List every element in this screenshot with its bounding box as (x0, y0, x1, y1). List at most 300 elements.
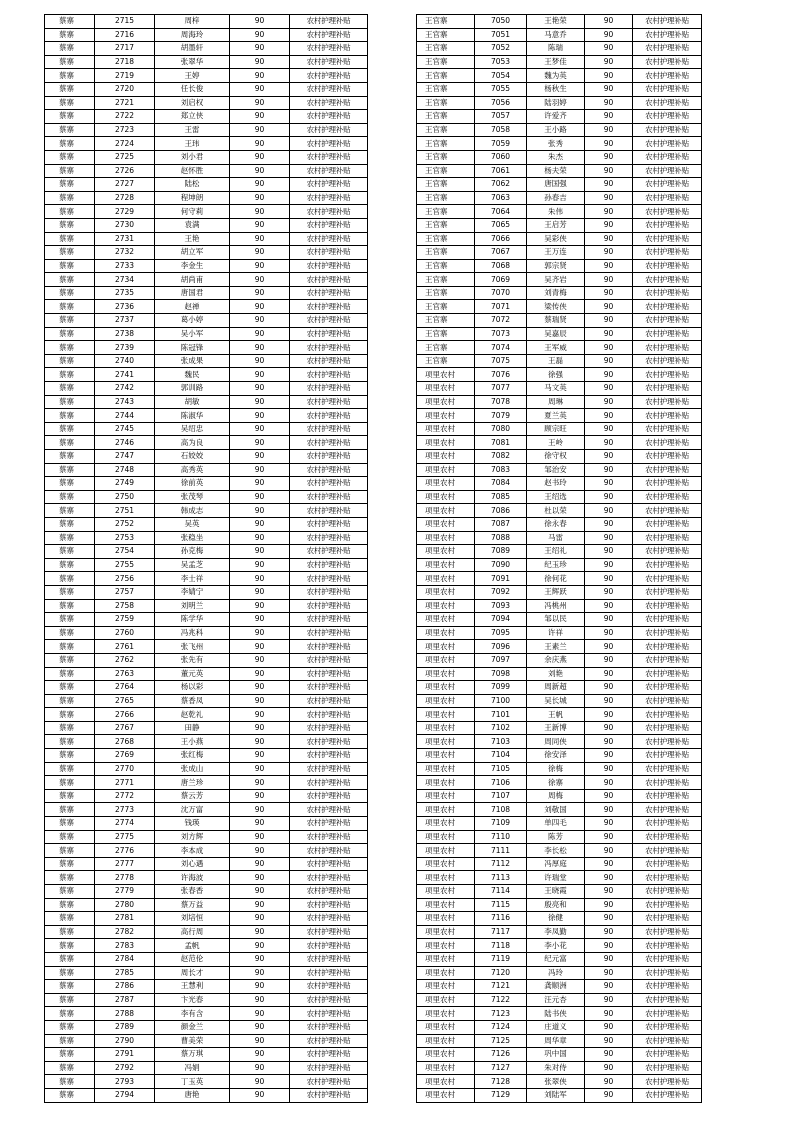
subsidy-type-cell: 农村护理补贴 (290, 354, 368, 368)
serial-number-cell: 2794 (95, 1088, 155, 1102)
village-cell: 蔡寨 (45, 477, 95, 491)
table-row (45, 42, 368, 56)
amount-cell: 90 (230, 708, 290, 722)
table-row (417, 96, 702, 110)
name-cell: 王启芳 (527, 218, 585, 232)
village-cell: 项里农村 (417, 450, 475, 464)
subsidy-type-cell: 农村护理补贴 (633, 504, 702, 518)
village-cell: 蔡寨 (45, 96, 95, 110)
serial-number-cell: 2773 (95, 803, 155, 817)
serial-number-cell: 2723 (95, 123, 155, 137)
subsidy-type-cell: 农村护理补贴 (633, 110, 702, 124)
village-cell: 项里农村 (417, 1007, 475, 1021)
name-cell: 陈学华 (155, 613, 230, 627)
table-row (45, 218, 368, 232)
village-cell: 蔡寨 (45, 721, 95, 735)
subsidy-type-cell: 农村护理补贴 (633, 1048, 702, 1062)
table-row (417, 817, 702, 831)
table-row (417, 966, 702, 980)
serial-number-cell: 2785 (95, 966, 155, 980)
name-cell: 周琳 (527, 395, 585, 409)
name-cell: 卞光春 (155, 993, 230, 1007)
name-cell: 赵书玲 (527, 477, 585, 491)
subsidy-type-cell: 农村护理补贴 (290, 708, 368, 722)
amount-cell: 90 (585, 82, 633, 96)
table-row (45, 1007, 368, 1021)
name-cell: 王岭 (527, 436, 585, 450)
amount-cell: 90 (230, 939, 290, 953)
amount-cell: 90 (230, 817, 290, 831)
table-row (417, 585, 702, 599)
village-cell: 项里农村 (417, 803, 475, 817)
serial-number-cell: 2783 (95, 939, 155, 953)
table-row (45, 314, 368, 328)
subsidy-type-cell: 农村护理补贴 (290, 885, 368, 899)
serial-number-cell: 2758 (95, 599, 155, 613)
table-row (417, 164, 702, 178)
table-row (417, 409, 702, 423)
village-cell: 蔡寨 (45, 436, 95, 450)
village-cell: 蔡寨 (45, 558, 95, 572)
subsidy-type-cell: 农村护理补贴 (290, 164, 368, 178)
amount-cell: 90 (585, 681, 633, 695)
amount-cell: 90 (230, 395, 290, 409)
serial-number-cell: 2736 (95, 300, 155, 314)
table-row (45, 341, 368, 355)
subsidy-type-cell: 农村护理补贴 (633, 422, 702, 436)
amount-cell: 90 (230, 681, 290, 695)
amount-cell: 90 (230, 42, 290, 56)
subsidy-type-cell: 农村护理补贴 (633, 844, 702, 858)
village-cell: 项里农村 (417, 436, 475, 450)
village-cell: 蔡寨 (45, 15, 95, 29)
subsidy-type-cell: 农村护理补贴 (290, 341, 368, 355)
subsidy-type-cell: 农村护理补贴 (290, 422, 368, 436)
village-cell: 蔡寨 (45, 490, 95, 504)
serial-number-cell: 2764 (95, 681, 155, 695)
subsidy-type-cell: 农村护理补贴 (633, 1034, 702, 1048)
table-row (417, 939, 702, 953)
subsidy-type-cell: 农村护理补贴 (633, 667, 702, 681)
amount-cell: 90 (230, 721, 290, 735)
table-row (45, 817, 368, 831)
name-cell: 杜以荣 (527, 504, 585, 518)
left-table-body (45, 15, 368, 1103)
village-cell: 项里农村 (417, 422, 475, 436)
name-cell: 徐何花 (527, 572, 585, 586)
name-cell: 梁传侠 (527, 300, 585, 314)
serial-number-cell: 7098 (475, 667, 527, 681)
subsidy-type-cell: 农村护理补贴 (290, 382, 368, 396)
serial-number-cell: 2761 (95, 640, 155, 654)
village-cell: 项里农村 (417, 762, 475, 776)
amount-cell: 90 (585, 993, 633, 1007)
subsidy-type-cell: 农村护理补贴 (290, 1088, 368, 1102)
table-row (45, 898, 368, 912)
village-cell: 蔡寨 (45, 925, 95, 939)
village-cell: 蔡寨 (45, 803, 95, 817)
name-cell: 徐安泽 (527, 749, 585, 763)
village-cell: 项里农村 (417, 1034, 475, 1048)
table-row (417, 1034, 702, 1048)
amount-cell: 90 (585, 409, 633, 423)
subsidy-type-cell: 农村护理补贴 (290, 558, 368, 572)
subsidy-type-cell: 农村护理补贴 (290, 925, 368, 939)
serial-number-cell: 2716 (95, 28, 155, 42)
serial-number-cell: 7115 (475, 898, 527, 912)
name-cell: 徐强 (527, 368, 585, 382)
village-cell: 蔡寨 (45, 830, 95, 844)
serial-number-cell: 7104 (475, 749, 527, 763)
amount-cell: 90 (585, 368, 633, 382)
table-row (417, 123, 702, 137)
serial-number-cell: 7089 (475, 545, 527, 559)
amount-cell: 90 (585, 422, 633, 436)
table-row (45, 558, 368, 572)
village-cell: 王官寨 (417, 218, 475, 232)
serial-number-cell: 7108 (475, 803, 527, 817)
table-row (45, 436, 368, 450)
village-cell: 蔡寨 (45, 164, 95, 178)
subsidy-type-cell: 农村护理补贴 (290, 1075, 368, 1089)
village-cell: 蔡寨 (45, 1048, 95, 1062)
subsidy-type-cell: 农村护理补贴 (290, 613, 368, 627)
amount-cell: 90 (230, 545, 290, 559)
subsidy-type-cell: 农村护理补贴 (290, 1020, 368, 1034)
name-cell: 袁满 (155, 218, 230, 232)
name-cell: 刘艳 (527, 667, 585, 681)
subsidy-type-cell: 农村护理补贴 (633, 300, 702, 314)
village-cell: 项里农村 (417, 517, 475, 531)
name-cell: 马文英 (527, 382, 585, 396)
amount-cell: 90 (585, 776, 633, 790)
serial-number-cell: 7111 (475, 844, 527, 858)
table-row (45, 871, 368, 885)
table-row (417, 613, 702, 627)
table-row (45, 382, 368, 396)
serial-number-cell: 7095 (475, 626, 527, 640)
amount-cell: 90 (585, 857, 633, 871)
serial-number-cell: 2731 (95, 232, 155, 246)
serial-number-cell: 7128 (475, 1075, 527, 1089)
table-row (417, 395, 702, 409)
serial-number-cell: 7092 (475, 585, 527, 599)
name-cell: 张成山 (155, 762, 230, 776)
table-row (45, 993, 368, 1007)
name-cell: 赵怀胜 (155, 164, 230, 178)
amount-cell: 90 (230, 382, 290, 396)
table-row (417, 708, 702, 722)
table-row (45, 300, 368, 314)
village-cell: 蔡寨 (45, 137, 95, 151)
amount-cell: 90 (230, 164, 290, 178)
table-row (45, 613, 368, 627)
table-row (417, 368, 702, 382)
name-cell: 冯兆科 (155, 626, 230, 640)
serial-number-cell: 2768 (95, 735, 155, 749)
table-row (45, 776, 368, 790)
amount-cell: 90 (585, 259, 633, 273)
table-row (417, 259, 702, 273)
village-cell: 王官寨 (417, 314, 475, 328)
name-cell: 王磊 (527, 354, 585, 368)
name-cell: 李有含 (155, 1007, 230, 1021)
name-cell: 周梅 (527, 789, 585, 803)
village-cell: 蔡寨 (45, 450, 95, 464)
name-cell: 赵禅 (155, 300, 230, 314)
amount-cell: 90 (230, 150, 290, 164)
name-cell: 李凤勤 (527, 925, 585, 939)
village-cell: 王官寨 (417, 69, 475, 83)
subsidy-type-cell: 农村护理补贴 (290, 871, 368, 885)
serial-number-cell: 2751 (95, 504, 155, 518)
name-cell: 陈冠锋 (155, 341, 230, 355)
amount-cell: 90 (585, 463, 633, 477)
serial-number-cell: 2720 (95, 82, 155, 96)
subsidy-type-cell: 农村护理补贴 (290, 640, 368, 654)
subsidy-type-cell: 农村护理补贴 (633, 531, 702, 545)
amount-cell: 90 (585, 15, 633, 29)
amount-cell: 90 (230, 1020, 290, 1034)
subsidy-type-cell: 农村护理补贴 (633, 382, 702, 396)
serial-number-cell: 7093 (475, 599, 527, 613)
name-cell: 吴绍忠 (155, 422, 230, 436)
right-subsidy-table (416, 14, 702, 1103)
amount-cell: 90 (585, 1088, 633, 1102)
table-row (417, 1061, 702, 1075)
name-cell: 陆羽婷 (527, 96, 585, 110)
amount-cell: 90 (230, 436, 290, 450)
table-row (417, 885, 702, 899)
village-cell: 蔡寨 (45, 354, 95, 368)
table-row (45, 368, 368, 382)
amount-cell: 90 (585, 694, 633, 708)
amount-cell: 90 (585, 871, 633, 885)
table-row (45, 477, 368, 491)
amount-cell: 90 (230, 246, 290, 260)
serial-number-cell: 7097 (475, 653, 527, 667)
amount-cell: 90 (230, 1075, 290, 1089)
subsidy-type-cell: 农村护理补贴 (633, 898, 702, 912)
village-cell: 项里农村 (417, 1075, 475, 1089)
amount-cell: 90 (230, 952, 290, 966)
village-cell: 项里农村 (417, 382, 475, 396)
name-cell: 周海玲 (155, 28, 230, 42)
serial-number-cell: 2793 (95, 1075, 155, 1089)
name-cell: 吴孟芝 (155, 558, 230, 572)
village-cell: 王官寨 (417, 42, 475, 56)
serial-number-cell: 2745 (95, 422, 155, 436)
subsidy-type-cell: 农村护理补贴 (633, 232, 702, 246)
village-cell: 蔡寨 (45, 613, 95, 627)
name-cell: 孙春吉 (527, 191, 585, 205)
subsidy-type-cell: 农村护理补贴 (290, 517, 368, 531)
amount-cell: 90 (230, 749, 290, 763)
name-cell: 王绍选 (527, 490, 585, 504)
table-row (417, 776, 702, 790)
subsidy-type-cell: 农村护理补贴 (290, 735, 368, 749)
serial-number-cell: 7094 (475, 613, 527, 627)
serial-number-cell: 2749 (95, 477, 155, 491)
village-cell: 项里农村 (417, 1061, 475, 1075)
subsidy-type-cell: 农村护理补贴 (633, 626, 702, 640)
subsidy-type-cell: 农村护理补贴 (633, 69, 702, 83)
village-cell: 项里农村 (417, 817, 475, 831)
table-row (417, 300, 702, 314)
amount-cell: 90 (585, 164, 633, 178)
subsidy-type-cell: 农村护理补贴 (633, 96, 702, 110)
amount-cell: 90 (585, 286, 633, 300)
amount-cell: 90 (230, 341, 290, 355)
village-cell: 王官寨 (417, 55, 475, 69)
subsidy-type-cell: 农村护理补贴 (290, 314, 368, 328)
subsidy-type-cell: 农村护理补贴 (633, 980, 702, 994)
name-cell: 王婷 (155, 69, 230, 83)
name-cell: 单四毛 (527, 817, 585, 831)
amount-cell: 90 (230, 694, 290, 708)
subsidy-type-cell: 农村护理补贴 (633, 191, 702, 205)
amount-cell: 90 (585, 1075, 633, 1089)
village-cell: 王官寨 (417, 191, 475, 205)
table-row (45, 1088, 368, 1102)
amount-cell: 90 (585, 735, 633, 749)
amount-cell: 90 (230, 327, 290, 341)
village-cell: 蔡寨 (45, 531, 95, 545)
village-cell: 蔡寨 (45, 273, 95, 287)
table-row (45, 259, 368, 273)
subsidy-type-cell: 农村护理补贴 (290, 15, 368, 29)
village-cell: 蔡寨 (45, 82, 95, 96)
subsidy-type-cell: 农村护理补贴 (290, 69, 368, 83)
subsidy-type-cell: 农村护理补贴 (290, 545, 368, 559)
village-cell: 蔡寨 (45, 341, 95, 355)
name-cell: 徐健 (527, 912, 585, 926)
name-cell: 何守莉 (155, 205, 230, 219)
table-row (45, 96, 368, 110)
table-row (417, 749, 702, 763)
amount-cell: 90 (230, 762, 290, 776)
table-row (417, 871, 702, 885)
serial-number-cell: 7085 (475, 490, 527, 504)
table-row (417, 667, 702, 681)
table-row (417, 1007, 702, 1021)
village-cell: 项里农村 (417, 504, 475, 518)
serial-number-cell: 7080 (475, 422, 527, 436)
table-row (417, 477, 702, 491)
table-row (417, 993, 702, 1007)
serial-number-cell: 7120 (475, 966, 527, 980)
serial-number-cell: 2769 (95, 749, 155, 763)
village-cell: 蔡寨 (45, 694, 95, 708)
subsidy-type-cell: 农村护理补贴 (633, 776, 702, 790)
subsidy-type-cell: 农村护理补贴 (633, 259, 702, 273)
name-cell: 汪元杏 (527, 993, 585, 1007)
amount-cell: 90 (230, 368, 290, 382)
subsidy-type-cell: 农村护理补贴 (633, 286, 702, 300)
amount-cell: 90 (585, 354, 633, 368)
table-row (45, 205, 368, 219)
amount-cell: 90 (230, 857, 290, 871)
village-cell: 蔡寨 (45, 735, 95, 749)
name-cell: 蔡万琪 (155, 1048, 230, 1062)
village-cell: 王官寨 (417, 259, 475, 273)
table-row (45, 504, 368, 518)
serial-number-cell: 7079 (475, 409, 527, 423)
subsidy-type-cell: 农村护理补贴 (633, 803, 702, 817)
table-row (417, 912, 702, 926)
serial-number-cell: 2726 (95, 164, 155, 178)
amount-cell: 90 (585, 721, 633, 735)
amount-cell: 90 (230, 980, 290, 994)
name-cell: 龚顺洲 (527, 980, 585, 994)
subsidy-type-cell: 农村护理补贴 (290, 150, 368, 164)
serial-number-cell: 7117 (475, 925, 527, 939)
table-row (417, 925, 702, 939)
village-cell: 蔡寨 (45, 585, 95, 599)
village-cell: 蔡寨 (45, 912, 95, 926)
serial-number-cell: 2722 (95, 110, 155, 124)
serial-number-cell: 7054 (475, 69, 527, 83)
subsidy-type-cell: 农村护理补贴 (290, 966, 368, 980)
serial-number-cell: 2754 (95, 545, 155, 559)
name-cell: 纪玉珍 (527, 558, 585, 572)
name-cell: 王艳荣 (527, 15, 585, 29)
serial-number-cell: 7056 (475, 96, 527, 110)
village-cell: 项里农村 (417, 939, 475, 953)
village-cell: 项里农村 (417, 993, 475, 1007)
village-cell: 蔡寨 (45, 259, 95, 273)
subsidy-type-cell: 农村护理补贴 (290, 817, 368, 831)
amount-cell: 90 (230, 735, 290, 749)
serial-number-cell: 7121 (475, 980, 527, 994)
name-cell: 赵乾礼 (155, 708, 230, 722)
amount-cell: 90 (585, 42, 633, 56)
subsidy-type-cell: 农村护理补贴 (633, 15, 702, 29)
serial-number-cell: 7112 (475, 857, 527, 871)
serial-number-cell: 7110 (475, 830, 527, 844)
serial-number-cell: 7073 (475, 327, 527, 341)
village-cell: 蔡寨 (45, 898, 95, 912)
serial-number-cell: 7052 (475, 42, 527, 56)
subsidy-type-cell: 农村护理补贴 (633, 912, 702, 926)
subsidy-type-cell: 农村护理补贴 (290, 599, 368, 613)
village-cell: 蔡寨 (45, 517, 95, 531)
name-cell: 刘陆军 (527, 1088, 585, 1102)
subsidy-type-cell: 农村护理补贴 (633, 327, 702, 341)
table-row (417, 232, 702, 246)
amount-cell: 90 (585, 490, 633, 504)
amount-cell: 90 (585, 178, 633, 192)
village-cell: 蔡寨 (45, 817, 95, 831)
amount-cell: 90 (585, 218, 633, 232)
amount-cell: 90 (585, 640, 633, 654)
village-cell: 王官寨 (417, 246, 475, 260)
amount-cell: 90 (585, 789, 633, 803)
amount-cell: 90 (585, 1048, 633, 1062)
subsidy-type-cell: 农村护理补贴 (633, 857, 702, 871)
subsidy-type-cell: 农村护理补贴 (633, 885, 702, 899)
village-cell: 蔡寨 (45, 28, 95, 42)
amount-cell: 90 (585, 137, 633, 151)
serial-number-cell: 2721 (95, 96, 155, 110)
village-cell: 王官寨 (417, 110, 475, 124)
village-cell: 蔡寨 (45, 572, 95, 586)
name-cell: 葛小婷 (155, 314, 230, 328)
village-cell: 王官寨 (417, 96, 475, 110)
serial-number-cell: 2760 (95, 626, 155, 640)
village-cell: 项里农村 (417, 395, 475, 409)
amount-cell: 90 (230, 1048, 290, 1062)
